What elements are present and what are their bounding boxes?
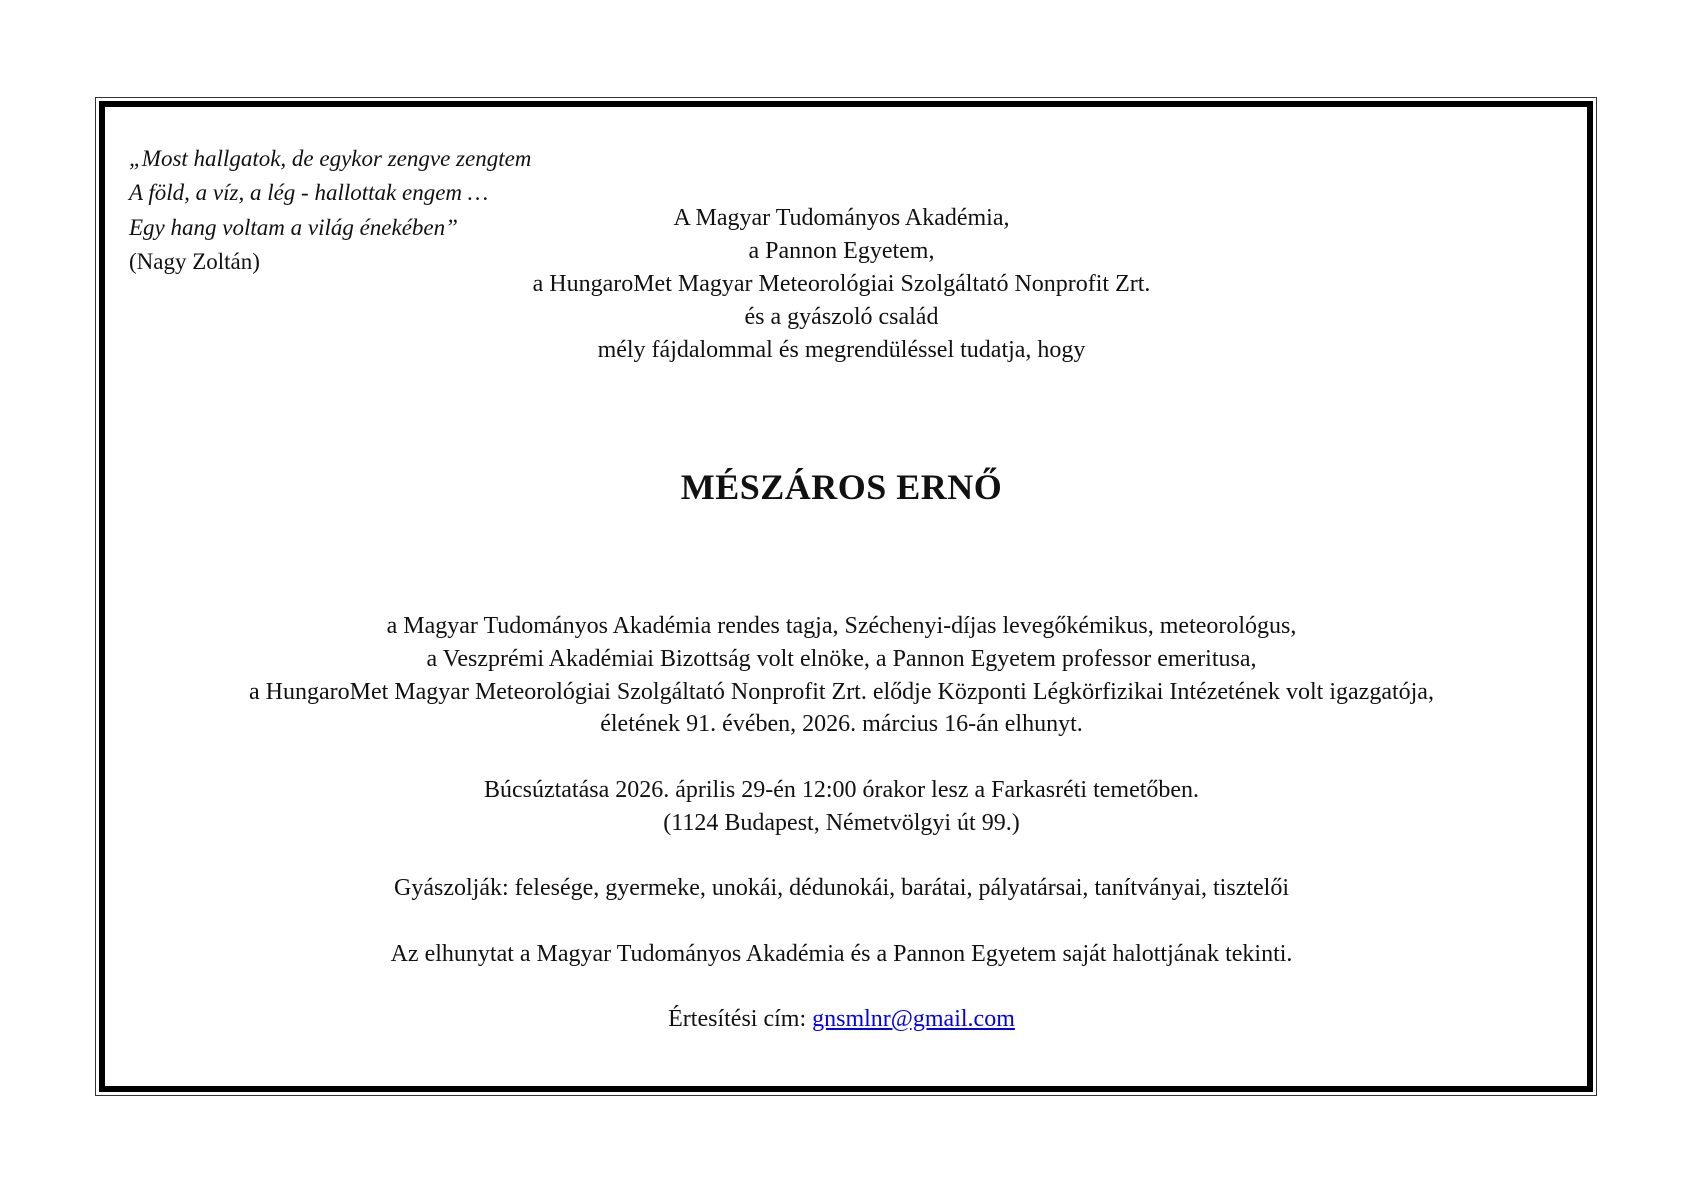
- quote-line: Egy hang voltam a világ énekében”: [129, 214, 458, 240]
- institution-note: Az elhunytat a Magyar Tudományos Akadémia és a Pannon Egyetem saját halottjának tekinti.: [390, 941, 1293, 967]
- quote-line: „Most hallgatok, de egykor zengve zengtem: [129, 146, 532, 171]
- mourners-line: Gyászolják: felesége, gyermeke, unokái, dédunokái, barátai, pályatársai, tanítványai, tisztelői: [394, 875, 1289, 901]
- bio-line: a Magyar Tudományos Akadémia rendes tagja, Széchenyi-díjas levegőkémikus, meteorológus,: [386, 613, 1297, 639]
- announcer-line: mély fájdalommal és megrendüléssel tudatja, hogy: [597, 337, 1086, 363]
- announcer-line: és a gyászoló család: [744, 304, 939, 330]
- bio-line: életének 91. évében, 2026. március 16-án elhunyt.: [600, 711, 1083, 737]
- announcer-line: A Magyar Tudományos Akadémia,: [673, 205, 1010, 231]
- contact-label: Értesítési cím:: [668, 1006, 813, 1032]
- quote-line: A föld, a víz, a lég - hallottak engem …: [129, 180, 489, 206]
- quote-author: (Nagy Zoltán): [129, 248, 260, 274]
- contact-line: [100, 1006, 1583, 1033]
- bio-line: a HungaroMet Magyar Meteorológiai Szolgáltató Nonprofit Zrt. elődje Központi Légkörfizikai Intézetének volt igazgatója,: [249, 679, 1434, 705]
- deceased-name: MÉSZÁROS ERNŐ: [680, 467, 1003, 507]
- funeral-address: (1124 Budapest, Németvölgyi út 99.): [663, 810, 1020, 836]
- bio-line: a Veszprémi Akadémiai Bizottság volt elnöke, a Pannon Egyetem professor emeritusa,: [426, 646, 1257, 672]
- announcer-line: a HungaroMet Magyar Meteorológiai Szolgáltató Nonprofit Zrt.: [532, 271, 1151, 297]
- contact-email-link[interactable]: gnsmlnr@gmail.com: [812, 1006, 1015, 1032]
- funeral-line: Búcsúztatása 2026. április 29-én 12:00 órakor lesz a Farkasréti temetőben.: [483, 777, 1200, 803]
- announcer-line: a Pannon Egyetem,: [748, 238, 935, 264]
